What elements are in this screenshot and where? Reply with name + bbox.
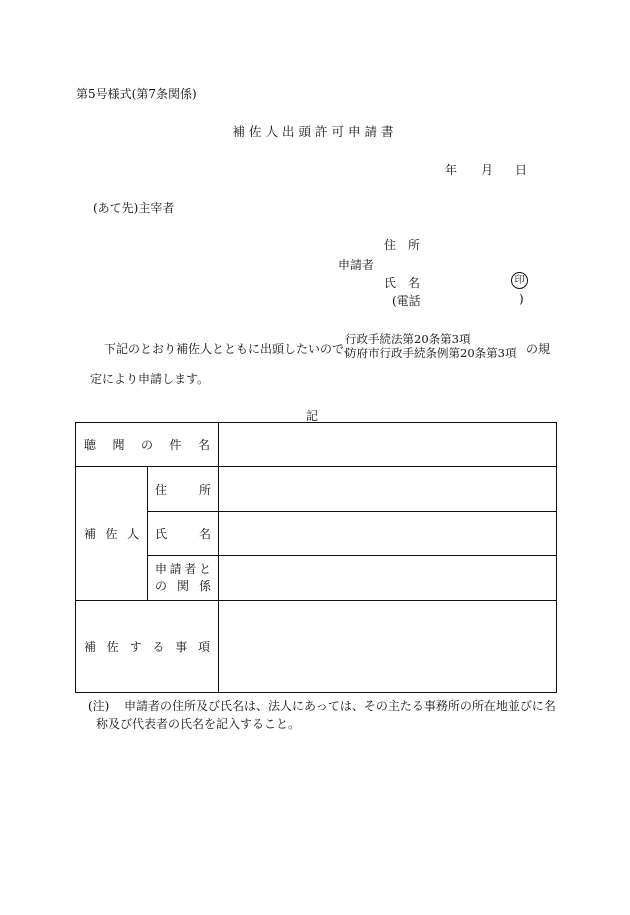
table-row-assistant-address xyxy=(76,467,557,512)
relation-field[interactable] xyxy=(219,556,557,601)
recipient: (あて先)主宰者 xyxy=(93,201,175,215)
date-month-label: 月 xyxy=(481,163,494,177)
relation-label xyxy=(148,556,219,601)
body-line1-prefix: 下記のとおり補佐人とともに出頭したいので、 xyxy=(104,342,356,356)
table-row-assistant-name xyxy=(76,512,557,556)
hearing-case-label: 聴聞の件名 xyxy=(76,423,219,467)
applicant-address-label: 住 所 xyxy=(384,238,421,252)
body-line1-suffix: の規 xyxy=(526,342,551,356)
hearing-case-field[interactable] xyxy=(219,423,557,467)
note-line1: 申請者の住所及び氏名は、法人にあっては、その主たる事務所の所在地並びに名 xyxy=(124,699,556,713)
date-day-label: 日 xyxy=(515,163,528,177)
applicant-name-label: 氏 名 xyxy=(384,276,421,290)
law-options xyxy=(345,332,516,360)
form-number: 第5号様式(第7条関係) xyxy=(76,87,197,101)
assistant-label: 補佐人 xyxy=(76,467,148,601)
law-option-1: 行政手続法第20条第3項 xyxy=(345,332,471,346)
assist-matter-label: 補佐する事項 xyxy=(76,601,219,693)
application-table xyxy=(75,422,557,693)
assistant-name-field[interactable] xyxy=(219,512,557,556)
applicant-label: 申請者 xyxy=(338,258,375,272)
table-row-hearing-case xyxy=(76,423,557,467)
table-row-relation xyxy=(76,556,557,601)
phone-open: (電話 xyxy=(392,294,421,308)
date-year-label: 年 xyxy=(445,163,458,177)
phone-close: ) xyxy=(519,292,524,306)
assistant-name-label: 氏名 xyxy=(148,512,219,556)
note-line2: 称及び代表者の氏名を記入すること。 xyxy=(96,717,301,731)
assistant-address-field[interactable] xyxy=(219,467,557,512)
page-title: 補佐人出頭許可申請書 xyxy=(232,124,398,139)
relation-label-line1: 申請者と xyxy=(155,562,211,576)
table-row-assist-matter xyxy=(76,601,557,693)
seal-mark: 印 xyxy=(511,272,528,289)
note-head: (注) xyxy=(88,699,110,713)
law-option-2: 防府市行政手続条例第20条第3項 xyxy=(345,346,517,360)
assistant-address-label: 住所 xyxy=(148,467,219,512)
relation-label-line2: の関係 xyxy=(155,579,211,593)
ki-heading: 記 xyxy=(306,409,319,423)
body-line2: 定により申請します。 xyxy=(90,372,210,386)
assist-matter-field[interactable] xyxy=(219,601,557,693)
